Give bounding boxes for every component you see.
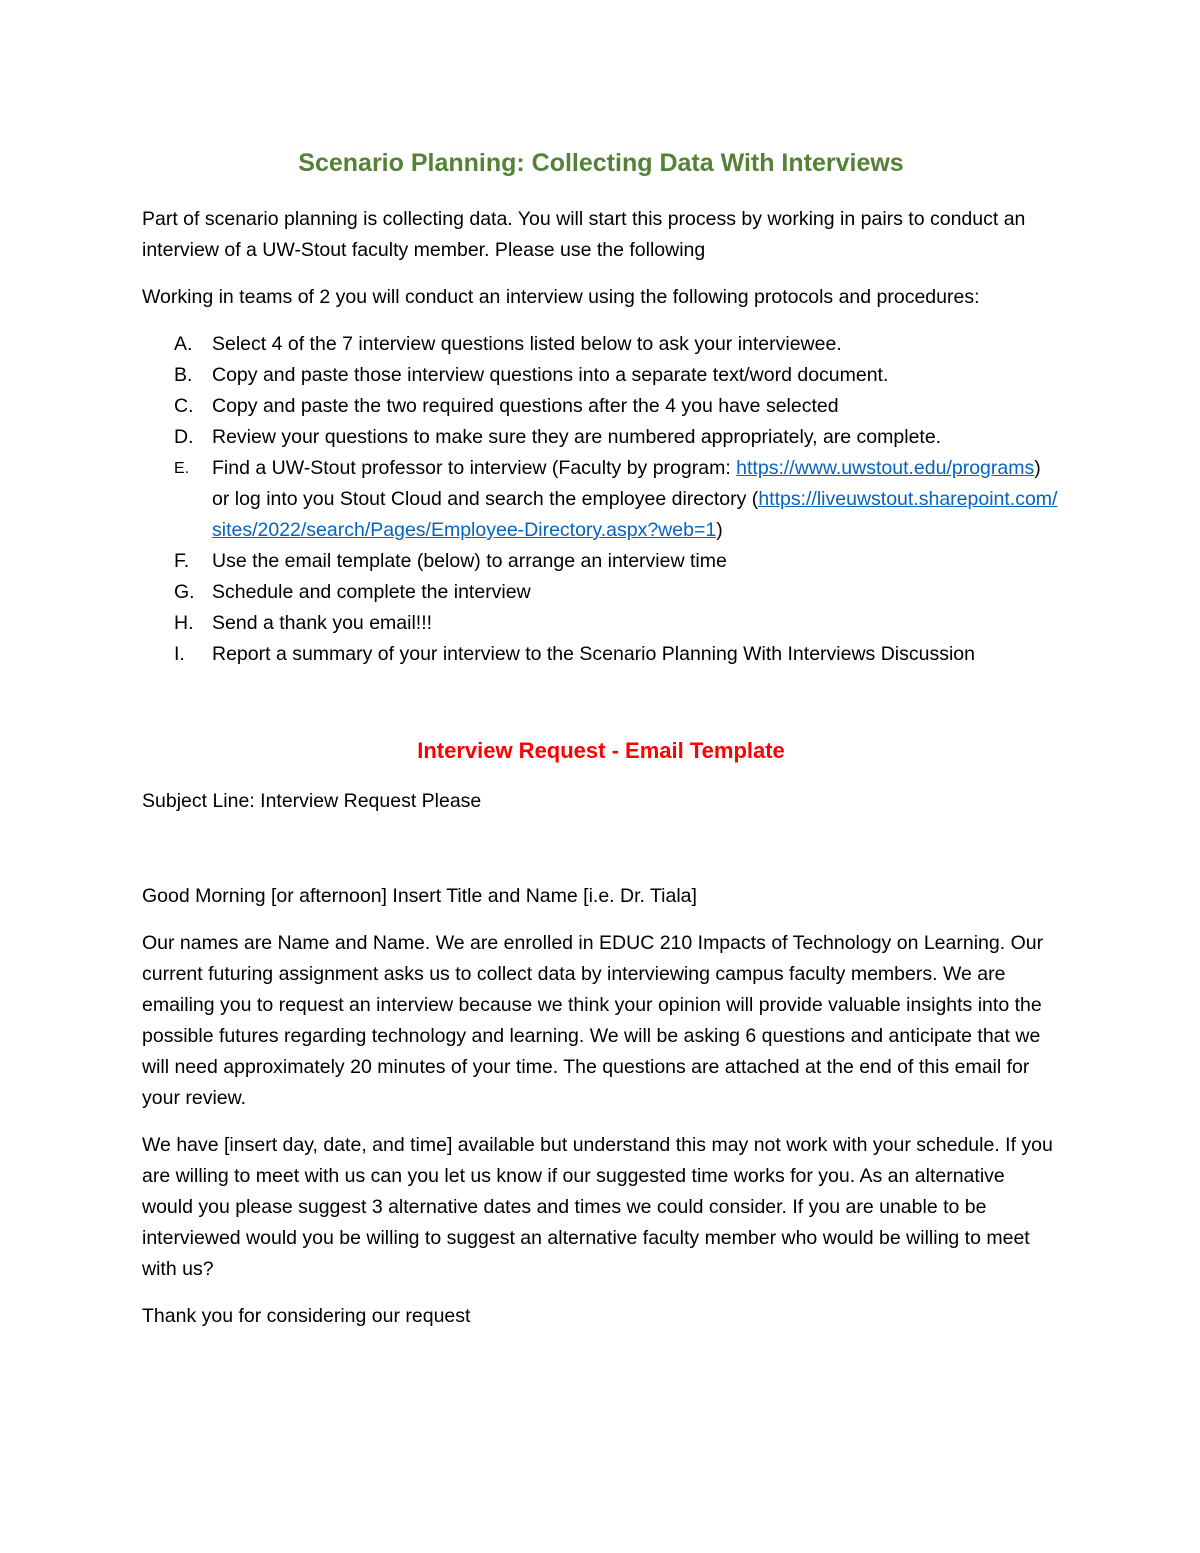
list-item [142, 577, 1060, 608]
subject-line: Subject Line: Interview Request Please [142, 790, 482, 812]
procedure-list [142, 329, 1060, 670]
list-item [142, 453, 1060, 546]
list-item-text: Copy and paste those interview questions into a separate text/word document. [212, 364, 889, 386]
intro-paragraph-2: Working in teams of 2 you will conduct an interview using the following protocols and procedures: [142, 286, 980, 308]
page-title: Scenario Planning: Collecting Data With Interviews [298, 149, 904, 177]
list-item-text: Use the email template (below) to arrange an interview time [212, 550, 727, 572]
list-item-text: Report a summary of your interview to the Scenario Planning With Interviews Discussion [212, 643, 975, 665]
list-marker: H. [174, 612, 194, 634]
list-marker: G. [174, 581, 195, 603]
programs-link[interactable]: https://www.uwstout.edu/programs [736, 457, 1035, 479]
list-marker: E. [174, 460, 190, 477]
list-marker: B. [174, 364, 193, 386]
list-item-text: Schedule and complete the interview [212, 581, 531, 603]
list-marker: F. [174, 550, 190, 572]
list-item [142, 546, 1060, 577]
list-item [142, 608, 1060, 639]
list-marker: C. [174, 395, 194, 417]
email-greeting: Good Morning [or afternoon] Insert Title and Name [i.e. Dr. Tiala] [142, 885, 697, 907]
list-marker: D. [174, 426, 194, 448]
list-marker: I. [174, 643, 185, 665]
list-item [142, 329, 1060, 360]
list-marker: A. [174, 333, 193, 355]
list-item-text: Send a thank you email!!! [212, 612, 433, 634]
employee-directory-link[interactable]: https://liveuwstout.sharepoint.com/sites/2022/search/Pages/Employee-Directory.aspx?web=1 [212, 488, 1058, 541]
list-item [142, 391, 1060, 422]
list-item-text: Review your questions to make sure they are numbered appropriately, are complete. [212, 426, 942, 448]
email-body-paragraph-2: We have [insert day, date, and time] available but understand this may not work with your schedule. If you are willing to meet with us can you let us know if our suggested time works for you. As an alternative would you please suggest 3 alternative dates and times we could consider. If you are unable to be interviewed would you be willing to suggest an alternative faculty member who would be willing to meet with us? [142, 1134, 1053, 1280]
list-item-text: ) or log into you Stout Cloud and search the employee directory ( [212, 457, 1041, 510]
email-closing: Thank you for considering our request [142, 1305, 471, 1327]
intro-paragraph-1: Part of scenario planning is collecting data. You will start this process by working in pairs to conduct an interview of a UW-Stout faculty member. Please use the following [142, 208, 1026, 261]
list-item-text: Find a UW-Stout professor to interview (Faculty by program: [212, 457, 737, 479]
list-item-text: Select 4 of the 7 interview questions listed below to ask your interviewee. [212, 333, 842, 355]
list-item [142, 639, 1060, 670]
spacer [142, 833, 1060, 881]
list-item [142, 422, 1060, 453]
list-item [142, 360, 1060, 391]
list-item-text: Copy and paste the two required questions after the 4 you have selected [212, 395, 839, 417]
list-item-text: ) [716, 519, 723, 541]
email-body-paragraph-1: Our names are Name and Name. We are enrolled in EDUC 210 Impacts of Technology on Learning. Our current futuring assignment asks us to collect data by interviewing campus faculty members. We are emailing you to request an interview because we think your opinion will provide valuable insights into the possible futures regarding technology and learning. We will be asking 6 questions and anticipate that we will need approximately 20 minutes of your time. The questions are attached at the end of this email for your review. [142, 932, 1044, 1109]
email-template-heading: Interview Request - Email Template [417, 738, 785, 763]
